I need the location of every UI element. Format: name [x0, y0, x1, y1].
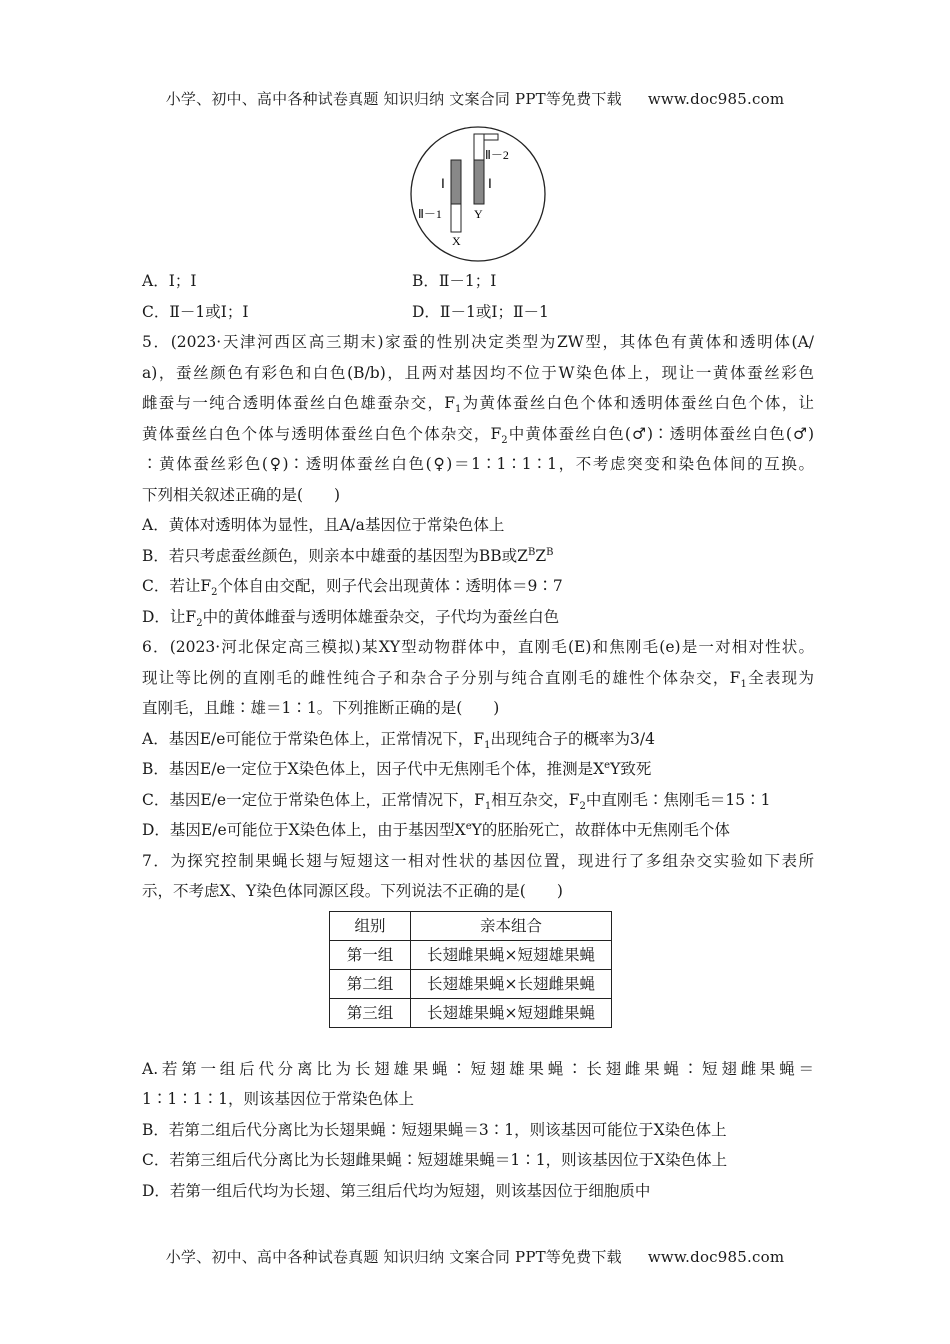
q5-stem-line-6: 下列相关叙述正确的是( )	[142, 485, 341, 504]
label-ii2: Ⅱ－2	[485, 148, 509, 162]
q6-d-post: Y的胚胎死亡，故群体中无焦刚毛个体	[471, 821, 730, 839]
q7-option-c[interactable]: C．若第三组后代分离比为长翅雌果蝇∶短翅雄果蝇＝1∶1，则该基因位于X染色体上	[142, 1151, 728, 1169]
q5-l3-sub: 1	[455, 404, 462, 416]
label-ii1: Ⅱ－1	[418, 207, 442, 221]
q7-option-a-line-2[interactable]: 1∶1∶1∶1，则该基因位于常染色体上	[142, 1090, 414, 1108]
q6-option-c[interactable]	[142, 785, 814, 816]
q5-c-pre: C．若让F	[142, 577, 212, 595]
q5-b-sup2: B	[546, 546, 554, 558]
x-chromosome-homologous-segment	[451, 160, 461, 204]
q4-option-d[interactable]: D．Ⅱ－1或Ⅰ；Ⅱ－1	[412, 302, 549, 321]
table-cell: 长翅雄果蝇×长翅雌果蝇	[411, 969, 612, 998]
q4-option-a[interactable]: A．Ⅰ；Ⅰ	[142, 272, 197, 290]
q6-l2-b: 全表现为	[746, 668, 814, 687]
q7-option-b[interactable]: B．若第二组后代分离比为长翅果蝇∶短翅果蝇＝3∶1，则该基因可能位于X染色体上	[142, 1120, 727, 1139]
q5-d-sub: 2	[196, 617, 203, 629]
q5-stem-line-2: a)，蚕丝颜色有彩色和白色(B/b)，且两对基因均不位于W染色体上，现让一黄体蚕丝彩色	[142, 363, 814, 382]
q5-stem-line-5: ∶黄体蚕丝彩色(♀)∶透明体蚕丝白色(♀)＝1∶1∶1∶1，不考虑突变和染色体间的互换。	[142, 455, 814, 473]
q6-stem-line-3: 直刚毛，且雌∶雄＝1∶1。下列推断正确的是( )	[142, 699, 500, 717]
q6-b-sup: e	[604, 759, 611, 771]
q5-d-post: 中的黄体雌蚕与透明体雄蚕杂交，子代均为蚕丝白色	[202, 607, 560, 626]
table-header-cell: 亲本组合	[411, 911, 612, 940]
q4-option-c[interactable]: C．Ⅱ－1或Ⅰ；Ⅰ	[142, 302, 249, 321]
cross-table	[329, 911, 612, 1028]
q6-option-a[interactable]	[142, 724, 814, 755]
label-x: X	[452, 234, 461, 248]
q6-l2-a: 现让等比例的直刚毛的雌性纯合子和杂合子分别与纯合直刚毛的雄性个体杂交，F	[142, 668, 741, 687]
label-i-left: Ⅰ	[441, 176, 445, 191]
q6-option-d[interactable]	[142, 815, 814, 846]
page-footer	[0, 1246, 950, 1267]
table-cell: 长翅雄果蝇×短翅雌果蝇	[411, 998, 612, 1027]
footer-url[interactable]: www.doc985.com	[647, 1248, 785, 1266]
y-chromosome-homologous-segment	[474, 160, 484, 204]
q5-c-post: 个体自由交配，则子代会出现黄体∶透明体＝9∶7	[217, 577, 563, 595]
header-url[interactable]: www.doc985.com	[647, 90, 785, 108]
x-chromosome-nonhomologous-segment	[451, 204, 461, 232]
q5-option-a[interactable]: A．黄体对透明体为显性，且A/a基因位于常染色体上	[142, 516, 505, 534]
table-cell: 第三组	[330, 998, 411, 1027]
q6-b-pre: B．基因E/e一定位于X染色体上，因子代中无焦刚毛个体，推测是X	[142, 760, 605, 778]
question-content	[142, 266, 814, 1206]
q5-option-b[interactable]	[142, 541, 814, 572]
q5-d-pre: D．让F	[142, 607, 197, 626]
q5-stem-line-1: 5．(2023·天津河西区高三期末)家蚕的性别决定类型为ZW型，其体色有黄体和透明体(A/	[142, 333, 814, 351]
ii2-pointer-line	[484, 134, 498, 140]
table-header-cell: 组别	[330, 911, 411, 940]
chromosome-diagram	[408, 124, 548, 264]
q6-b-post: Y致死	[610, 760, 652, 778]
page-header	[0, 88, 950, 109]
q5-l3-b: 为黄体蚕丝白色个体和透明体蚕丝白色个体，让	[461, 394, 814, 412]
q6-option-b[interactable]	[142, 754, 814, 785]
q6-stem-line-2	[142, 663, 814, 694]
q6-c-post: 中直刚毛∶焦刚毛＝15∶1	[585, 790, 771, 809]
table-row	[330, 998, 612, 1027]
table-header-row	[330, 911, 612, 940]
q5-b-pre: B．若只考虑蚕丝颜色，则亲本中雄蚕的基因型为BB或Z	[142, 546, 528, 565]
q5-b-mid: Z	[535, 546, 547, 565]
q7-option-d[interactable]: D．若第一组后代均为长翅、第三组后代均为短翅，则该基因位于细胞质中	[142, 1181, 651, 1200]
q4-options-row-1	[142, 266, 814, 297]
q6-c-sub2: 2	[579, 800, 586, 812]
q5-stem-line-4	[142, 419, 814, 450]
table-cell: 长翅雌果蝇×短翅雄果蝇	[411, 940, 612, 969]
q6-stem-line-1: 6．(2023·河北保定高三模拟)某XY型动物群体中，直刚毛(E)和焦刚毛(e)是一对相对性状。	[142, 638, 814, 656]
q7-stem-line-1: 7．为探究控制果蝇长翅与短翅这一相对性状的基因位置，现进行了多组杂交实验如下表所	[142, 851, 814, 870]
q5-c-sub: 2	[211, 587, 218, 599]
q6-c-pre: C．基因E/e一定位于常染色体上，正常情况下，F	[142, 790, 485, 809]
q6-a-post: 出现纯合子的概率为3/4	[490, 729, 655, 748]
q6-d-sup: e	[465, 820, 472, 832]
table-row	[330, 940, 612, 969]
q6-c-sub1: 1	[484, 800, 492, 812]
table-row	[330, 969, 612, 998]
q6-a-pre: A．基因E/e可能位于常染色体上，正常情况下，F	[142, 729, 485, 748]
q5-b-sup1: B	[527, 546, 536, 558]
q5-stem-line-3	[142, 388, 814, 419]
q7-option-a-line-1[interactable]: A.若第一组后代分离比为长翅雄果蝇∶短翅雄果蝇∶长翅雌果蝇∶短翅雌果蝇＝	[142, 1059, 814, 1078]
label-y: Y	[474, 207, 483, 221]
table-cell: 第一组	[330, 940, 411, 969]
q4-option-b[interactable]: B．Ⅱ－1；Ⅰ	[412, 272, 497, 290]
q5-option-c[interactable]	[142, 571, 814, 602]
y-chromosome-nonhomologous-segment	[474, 134, 484, 160]
q5-l4-b: 中黄体蚕丝白色(♂)∶透明体蚕丝白色(♂)	[507, 424, 814, 443]
footer-text: 小学、初中、高中各种试卷真题 知识归纳 文案合同 PPT等免费下载	[165, 1248, 622, 1266]
q6-l2-sub: 1	[740, 678, 747, 690]
q6-c-mid: 相互杂交，F	[491, 790, 580, 809]
q5-l3-a: 雌蚕与一纯合透明体蚕丝白色雄蚕杂交，F	[142, 394, 455, 412]
header-text: 小学、初中、高中各种试卷真题 知识归纳 文案合同 PPT等免费下载	[165, 90, 622, 108]
label-i-right: Ⅰ	[488, 176, 492, 191]
q6-d-pre: D．基因E/e可能位于X染色体上，由于基因型X	[142, 821, 466, 839]
q5-option-d[interactable]	[142, 602, 814, 633]
q5-l4-sub: 2	[501, 434, 508, 446]
q5-l4-a: 黄体蚕丝白色个体与透明体蚕丝白色个体杂交，F	[142, 424, 502, 443]
q4-options-row-2	[142, 297, 814, 328]
q7-stem-line-2: 示，不考虑X、Y染色体同源区段。下列说法不正确的是( )	[142, 882, 563, 900]
spacer	[142, 1028, 814, 1054]
table-cell: 第二组	[330, 969, 411, 998]
q6-a-sub: 1	[484, 739, 491, 751]
